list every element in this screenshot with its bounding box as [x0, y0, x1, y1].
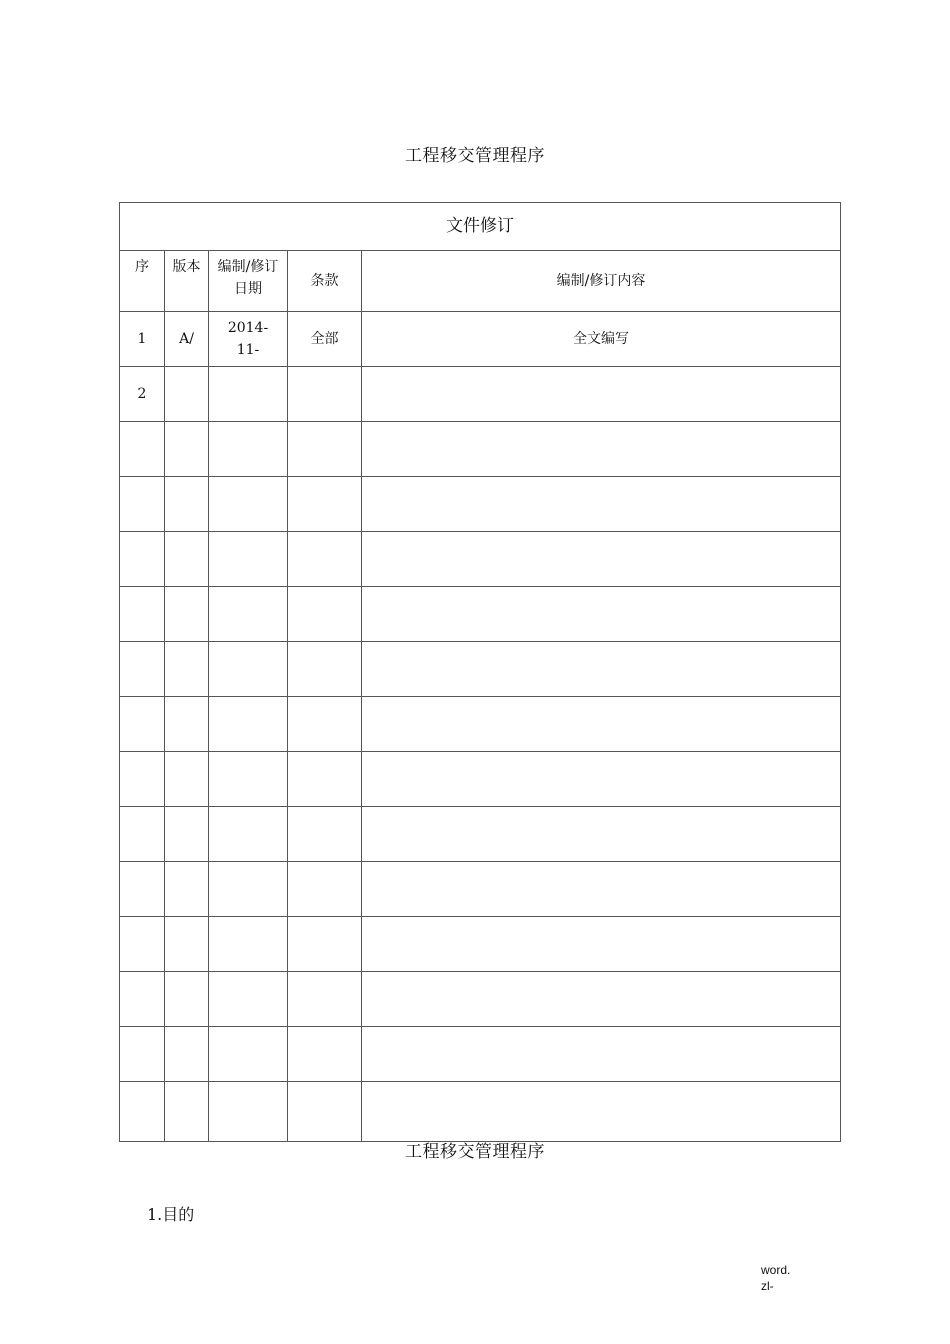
table-row: [120, 1082, 841, 1142]
cell-seq: [120, 1027, 165, 1082]
cell-clause: [288, 807, 362, 862]
cell-seq: [120, 972, 165, 1027]
cell-date: [209, 697, 288, 752]
table-row: [120, 807, 841, 862]
cell-date: [209, 1027, 288, 1082]
table-row: [120, 917, 841, 972]
cell-content: 全文编写: [362, 312, 841, 367]
cell-seq: [120, 862, 165, 917]
cell-version: [165, 1082, 209, 1142]
cell-seq: [120, 917, 165, 972]
cell-content: [362, 422, 841, 477]
cell-version: [165, 367, 209, 422]
cell-seq: [120, 752, 165, 807]
cell-clause: [288, 697, 362, 752]
cell-seq: [120, 477, 165, 532]
section-heading-text: 目的: [162, 1205, 195, 1224]
cell-content: [362, 917, 841, 972]
cell-version: [165, 697, 209, 752]
revision-caption-row: [120, 203, 841, 251]
cell-seq: [120, 587, 165, 642]
cell-date: [209, 972, 288, 1027]
cell-clause: [288, 532, 362, 587]
table-row: [120, 422, 841, 477]
cell-clause: [288, 1082, 362, 1142]
cell-content: [362, 642, 841, 697]
cell-seq: [120, 1082, 165, 1142]
document-title: 工程移交管理程序: [405, 146, 545, 166]
cell-version: [165, 642, 209, 697]
table-row: [120, 477, 841, 532]
cell-date: [209, 422, 288, 477]
cell-date: [209, 917, 288, 972]
cell-version: [165, 587, 209, 642]
cell-content: [362, 367, 841, 422]
table-row: [120, 367, 841, 422]
cell-content: [362, 862, 841, 917]
section-heading: [147, 1202, 194, 1225]
revision-table: [119, 202, 841, 1142]
cell-content: [362, 972, 841, 1027]
cell-date: [209, 1082, 288, 1142]
cell-version: A/: [165, 312, 209, 367]
cell-version: [165, 917, 209, 972]
cell-date: [209, 532, 288, 587]
cell-date-line1: 2014-: [227, 319, 269, 336]
cell-content: [362, 587, 841, 642]
cell-clause: [288, 422, 362, 477]
cell-version: [165, 532, 209, 587]
cell-seq: [120, 532, 165, 587]
cell-date: [209, 862, 288, 917]
cell-clause: 全部: [288, 312, 362, 367]
cell-version: [165, 477, 209, 532]
cell-date: [209, 477, 288, 532]
cell-date: [209, 807, 288, 862]
cell-clause: [288, 917, 362, 972]
cell-content: [362, 752, 841, 807]
cell-content: [362, 532, 841, 587]
cell-clause: [288, 477, 362, 532]
header-date: [209, 251, 288, 312]
table-row: [120, 642, 841, 697]
cell-seq: [120, 807, 165, 862]
footer-line1: word.: [761, 1263, 791, 1277]
header-date-line2: 日期: [234, 281, 262, 298]
cell-seq: [120, 422, 165, 477]
cell-seq: [120, 697, 165, 752]
header-seq: 序: [120, 251, 165, 312]
header-clause: 条款: [288, 251, 362, 312]
cell-content: [362, 1082, 841, 1142]
cell-clause: [288, 1027, 362, 1082]
cell-version: [165, 1027, 209, 1082]
header-content: 编制/修订内容: [362, 251, 841, 312]
table-row: [120, 532, 841, 587]
footer-line2: zl-: [761, 1279, 774, 1293]
table-row: [120, 972, 841, 1027]
cell-clause: [288, 642, 362, 697]
cell-clause: [288, 587, 362, 642]
cell-clause: [288, 367, 362, 422]
cell-version: [165, 752, 209, 807]
cell-date: [209, 312, 288, 367]
cell-version: [165, 422, 209, 477]
cell-date-line2: 11-: [236, 342, 260, 358]
table-row: [120, 862, 841, 917]
table-row: [120, 312, 841, 367]
revision-table-caption: 文件修订: [120, 203, 841, 251]
cell-seq: [120, 642, 165, 697]
cell-content: [362, 1027, 841, 1082]
cell-date: [209, 367, 288, 422]
section-heading-number: 1.: [147, 1205, 163, 1224]
page-footer: [761, 1262, 790, 1294]
cell-seq: 2: [120, 367, 165, 422]
cell-content: [362, 477, 841, 532]
revision-header-row: [120, 251, 841, 312]
table-row: [120, 587, 841, 642]
table-row: [120, 1027, 841, 1082]
cell-date: [209, 752, 288, 807]
document-second-title: 工程移交管理程序: [405, 1142, 545, 1162]
header-version: 版本: [165, 251, 209, 312]
cell-version: [165, 862, 209, 917]
table-row: [120, 697, 841, 752]
cell-version: [165, 972, 209, 1027]
cell-content: [362, 697, 841, 752]
table-row: [120, 752, 841, 807]
header-date-line1: 编制/修订: [217, 259, 279, 275]
cell-seq: 1: [120, 312, 165, 367]
cell-version: [165, 807, 209, 862]
cell-date: [209, 642, 288, 697]
cell-clause: [288, 972, 362, 1027]
cell-date: [209, 587, 288, 642]
cell-clause: [288, 752, 362, 807]
cell-content: [362, 807, 841, 862]
cell-clause: [288, 862, 362, 917]
